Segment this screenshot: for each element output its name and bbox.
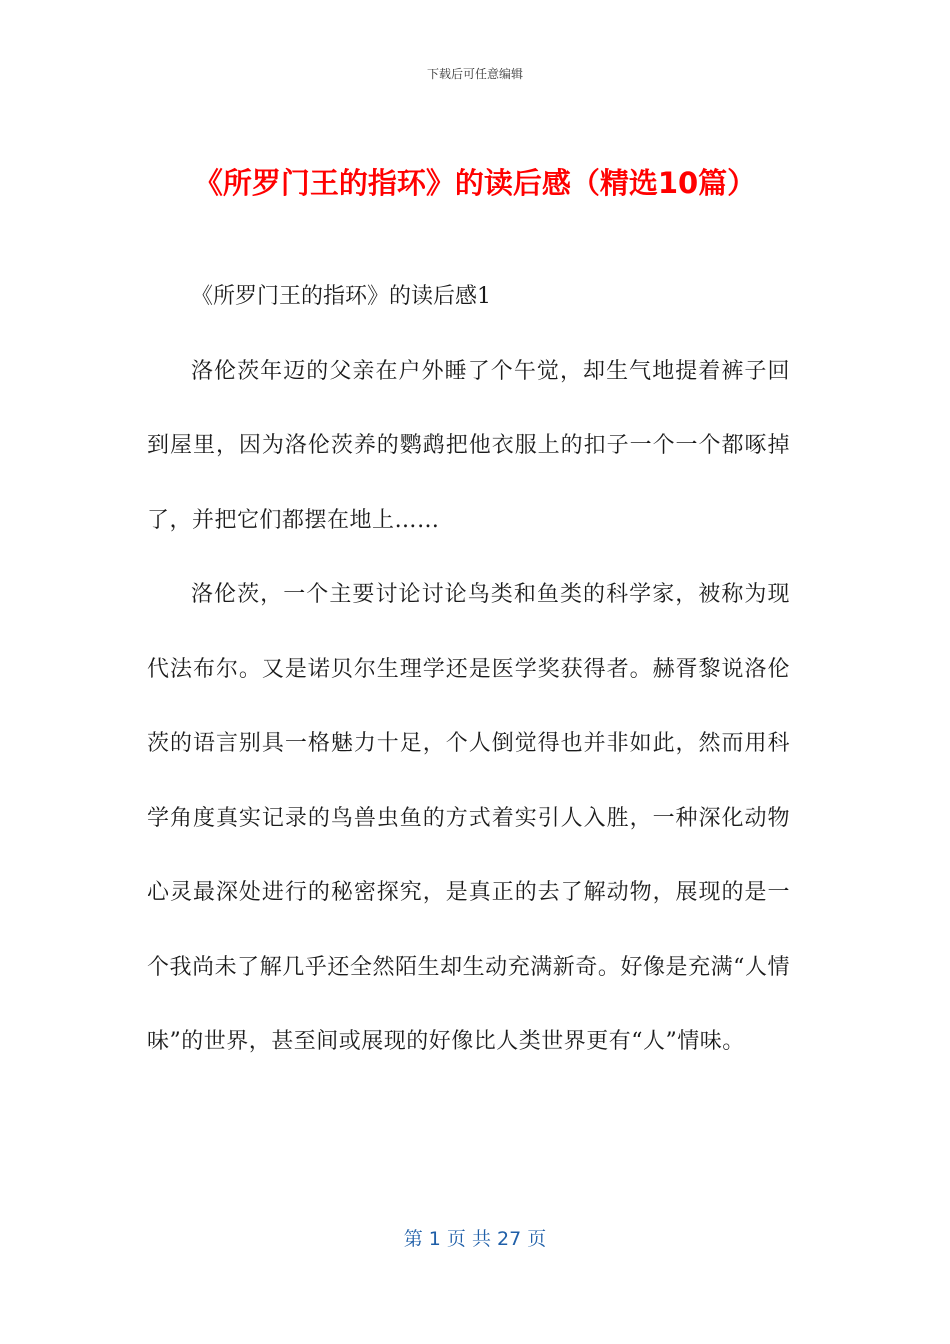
paragraph-2: 洛伦茨，一个主要讨论讨论鸟类和鱼类的科学家，被称为现代法布尔。又是诺贝尔生理学还是医学奖获得者。赫胥黎说洛伦茨的语言别具一格魅力十足，个人倒觉得也并非如此，然而用科学角度真实记录的鸟兽虫鱼的方式着实引人入胜，一种深化动物心灵最深处进行的秘密探究，是真正的去了解动物，展现的是一个我尚未了解几乎还全然陌生却生动充满新奇。好像是充满“人情味”的世界，甚至间或展现的好像比人类世界更有“人”情味。: [147, 582, 790, 1054]
paragraph-1: 洛伦茨年迈的父亲在户外睡了个午觉，却生气地提着裤子回到屋里，因为洛伦茨养的鹦鹉把他衣服上的扣子一个一个都啄掉了，并把它们都摆在地上……: [147, 358, 790, 533]
page-number-footer: 第 1 页 共 27 页: [403, 1228, 547, 1250]
page-header-note: 下载后可任意编辑: [426, 67, 523, 81]
document-title: 《所罗门王的指环》的读后感（精选10篇）: [193, 166, 757, 201]
document-body: [147, 260, 790, 1080]
section-heading: 《所罗门王的指环》的读后感1: [191, 284, 491, 309]
